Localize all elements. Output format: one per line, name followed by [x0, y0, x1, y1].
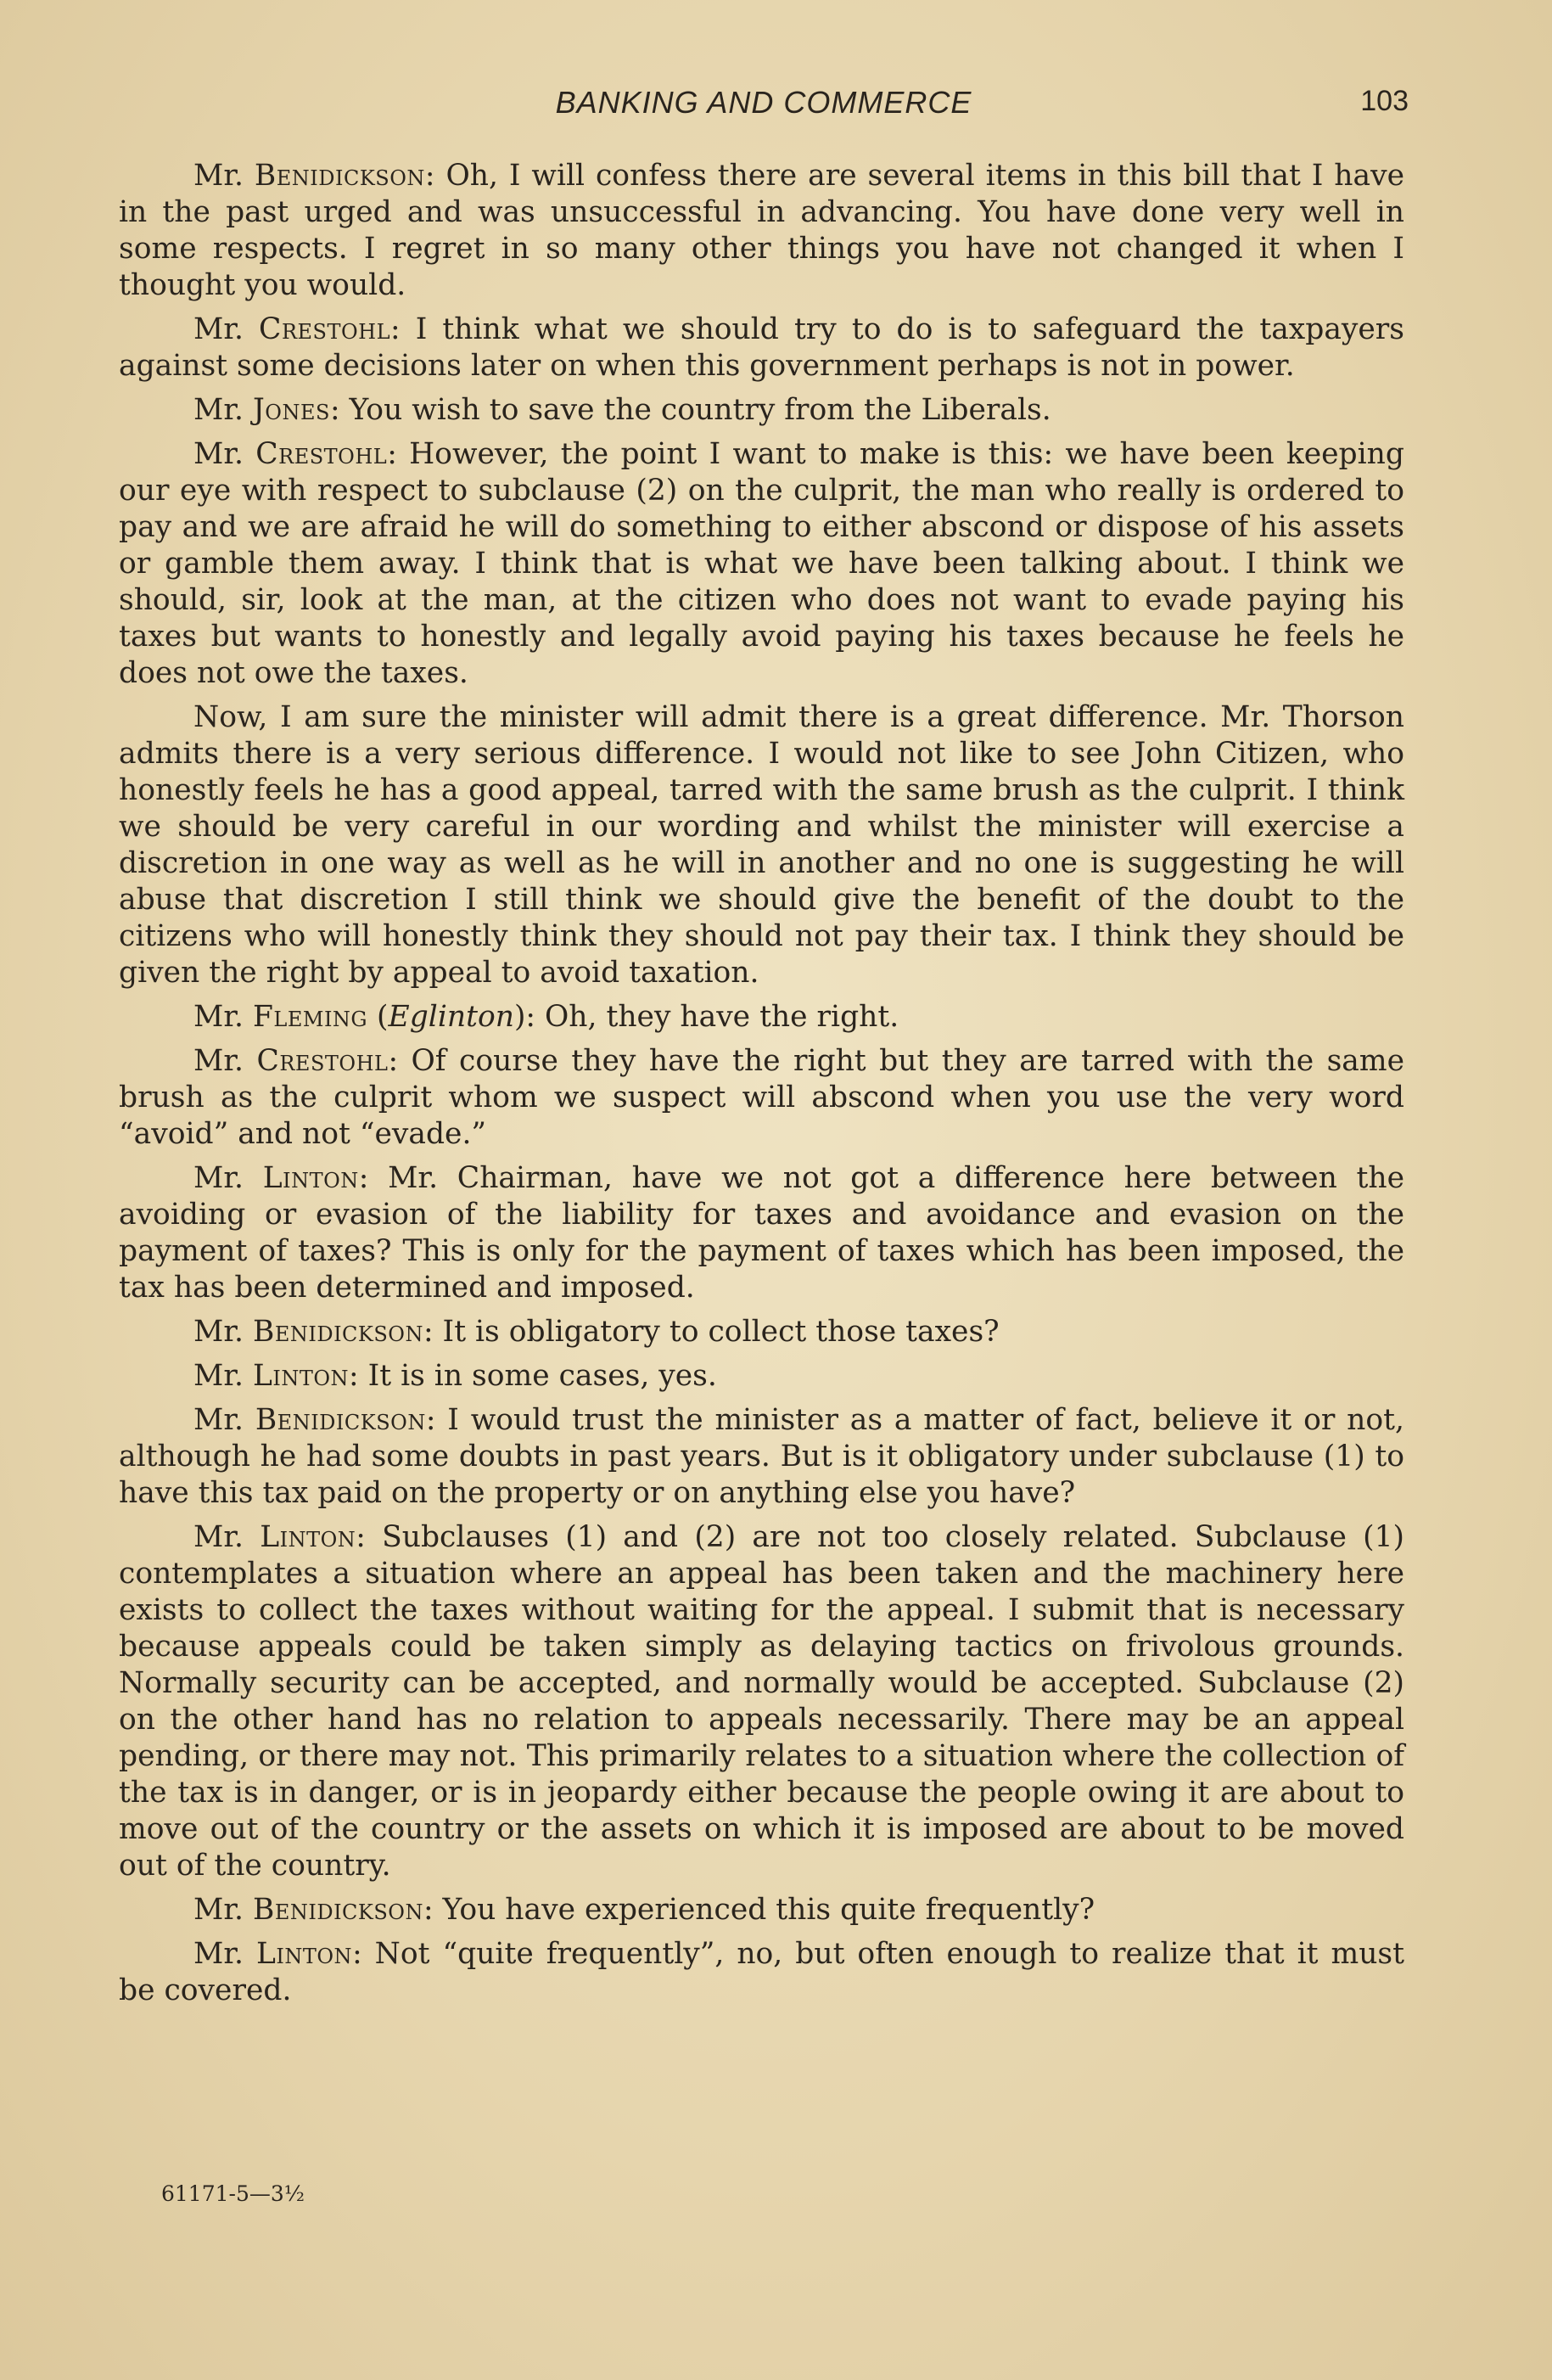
speaker-name: Fleming	[252, 1000, 368, 1034]
speaker-name: Linton	[262, 1161, 359, 1195]
paragraph: Mr. Linton: Mr. Chairman, have we not got a difference here between the avoiding or evasion of the liability for taxes and avoidance and evasion on the payment of taxes? This is only for the payment of taxes which has been imposed, the tax has been determined and imposed.	[119, 1161, 1404, 1305]
paragraph: Mr. Benidickson: You have experienced this quite frequently?	[193, 1893, 1095, 1927]
paragraph: Mr. Linton: It is in some cases, yes.	[193, 1359, 717, 1393]
riding-name: Eglinton	[388, 1000, 514, 1034]
speaker-name: Jones	[252, 393, 330, 427]
speaker-name: Benidickson	[252, 1315, 423, 1349]
paragraph: Mr. Crestohl: Of course they have the right but they are tarred with the same brush as the culprit whom we suspect will abscond when you use the very word “avoid” and not “evade.”	[119, 1044, 1404, 1151]
speaker-name: Benidickson	[255, 1403, 426, 1437]
paragraph: Mr. Linton: Subclauses (1) and (2) are not too closely related. Subclause (1) contemplates a situation where an appeal has been taken and the machinery here exists to collect the taxes without waiting for the appeal. I submit that is necessary because appeals could be taken simply as delaying tactics on frivolous grounds. Normally security can be accepted, and normally would be accepted. Subclause (2) on the other hand has no relation to appeals necessarily. There may be an appeal pending, or there may not. This primarily relates to a situation where the collection of the tax is in danger, or is in jeopardy either because the people owing it are about to move out of the country or the assets on which it is imposed are about to be moved out of the country.	[119, 1520, 1404, 1883]
paragraph: Mr. Crestohl: However, the point I want to make is this: we have been keeping our eye with respect to subclause (2) on the culprit, the man who really is ordered to pay and we are afraid he will do something to either abscond or dispose of his assets or gamble them away. I think that is what we have been talking about. I think we should, sir, look at the man, at the citizen who does not want to evade paying his taxes but wants to honestly and legally avoid paying his taxes because he feels he does not owe the taxes.	[119, 437, 1404, 690]
paragraph: Mr. Benidickson: Oh, I will confess there are several items in this bill that I have in the past urged and was unsuccessful in advancing. You have done very well in some respects. I regret in so many other things you have not changed it when I thought you would.	[119, 159, 1404, 302]
printer-code: 61171-5—3½	[161, 2181, 305, 2206]
running-head	[119, 85, 1409, 126]
paragraph: Mr. Fleming (Eglinton): Oh, they have the right.	[193, 1000, 899, 1034]
paragraph: Mr. Benidickson: It is obligatory to collect those taxes?	[193, 1315, 1000, 1349]
speaker-name: Linton	[260, 1520, 356, 1554]
running-title: BANKING AND COMMERCE	[555, 85, 972, 120]
paragraph: Mr. Linton: Not “quite frequently”, no, but often enough to realize that it must be covered.	[119, 1937, 1404, 2007]
speaker-name: Benidickson	[254, 159, 425, 193]
paragraph: Mr. Crestohl: I think what we should try to do is to safeguard the taxpayers against some decisions later on when this government perhaps is not in power.	[119, 312, 1404, 383]
speaker-name: Crestohl	[256, 1044, 389, 1078]
speaker-name: Linton	[252, 1359, 350, 1393]
speaker-name: Crestohl	[255, 437, 388, 471]
speaker-name: Benidickson	[252, 1893, 423, 1927]
page-number: 103	[1360, 85, 1409, 117]
speaker-name: Linton	[255, 1937, 353, 1971]
speaker-name: Crestohl	[259, 312, 391, 346]
paragraph: Mr. Benidickson: I would trust the minister as a matter of fact, believe it or not, although he had some doubts in past years. But is it obligatory under subclause (1) to have this tax paid on the property or on anything else you have?	[119, 1403, 1405, 1510]
paragraph: Mr. Jones: You wish to save the country from the Liberals.	[193, 393, 1051, 427]
body-text	[119, 158, 1404, 2017]
paragraph: Now, I am sure the minister will admit there is a great difference. Mr. Thorson admits there is a very serious difference. I would not like to see John Citizen, who honestly feels he has a good appeal, tarred with the same brush as the culprit. I think we should be very careful in our wording and whilst the minister will exercise a discretion in one way as well as he will in another and no one is suggesting he will abuse that discretion I still think we should give the benefit of the doubt to the citizens who will honestly think they should not pay their tax. I think they should be given the right by appeal to avoid taxation.	[119, 700, 1404, 990]
